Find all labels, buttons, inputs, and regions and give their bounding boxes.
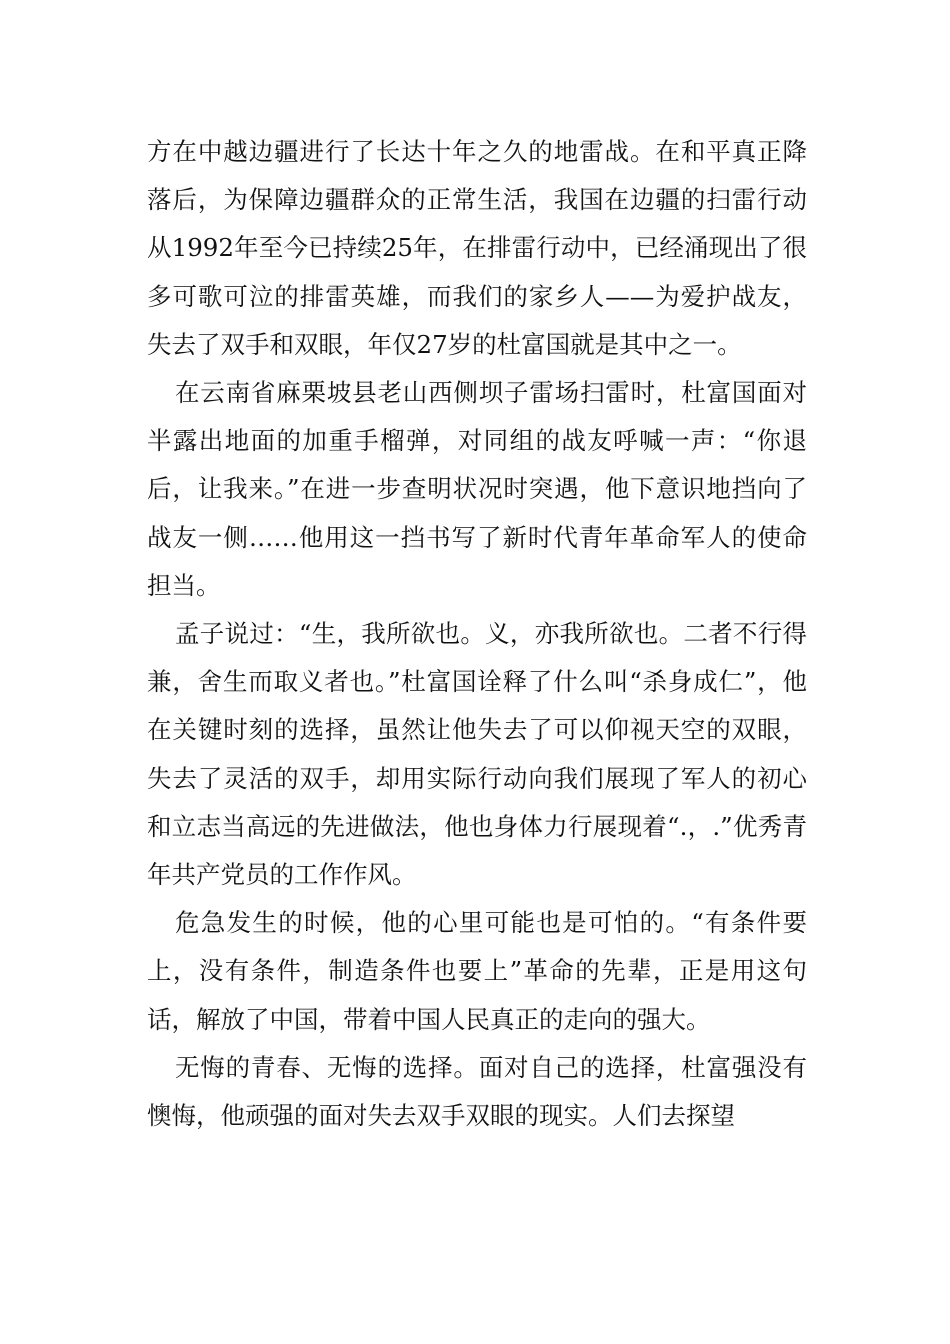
paragraph-continuation: 方在中越边疆进行了长达十年之久的地雷战。在和平真正降落后，为保障边疆群众的正常生活，我国在边疆的扫雷行动从1992年至今已持续25年，在排雷行动中，已经涌现出了很多可歌可泣的排雷英雄，而我们的家乡人——为爱护战友，失去了双手和双眼，年仅27岁的杜富国就是其中之一。 bbox=[147, 137, 807, 359]
paragraph-crisis-moment: 危急发生的时候，他的心里可能也是可怕的。“有条件要上，没有条件，制造条件也要上”革命的先辈，正是用这句话，解放了中国，带着中国人民真正的走向的强大。 bbox=[147, 908, 807, 1034]
paragraph-minefield-incident: 在云南省麻栗坡县老山西侧坝子雷场扫雷时，杜富国面对半露出地面的加重手榴弹，对同组的战友呼喊一声：“你退后，让我来。”在进一步查明状况时突遇，他下意识地挡向了战友一侧……他用这一挡书写了新时代青年革命军人的使命担当。 bbox=[147, 378, 807, 600]
paragraph-no-regrets: 无悔的青春、无悔的选择。面对自己的选择，杜富强没有懊悔，他顽强的面对失去双手双眼的现实。人们去探望 bbox=[147, 1052, 807, 1131]
paragraph-mencius-quote: 孟子说过：“生，我所欲也。义，亦我所欲也。二者不行得兼，舍生而取义者也。”杜富国诠释了什么叫“杀身成仁”，他在关键时刻的选择，虽然让他失去了可以仰视天空的双眼，失去了灵活的双手，却用实际行动向我们展现了军人的初心和立志当高远的先进做法，他也身体力行展现着“.，.”优秀青年共产党员的工作作风。 bbox=[147, 619, 807, 890]
document-body bbox=[147, 128, 807, 1140]
